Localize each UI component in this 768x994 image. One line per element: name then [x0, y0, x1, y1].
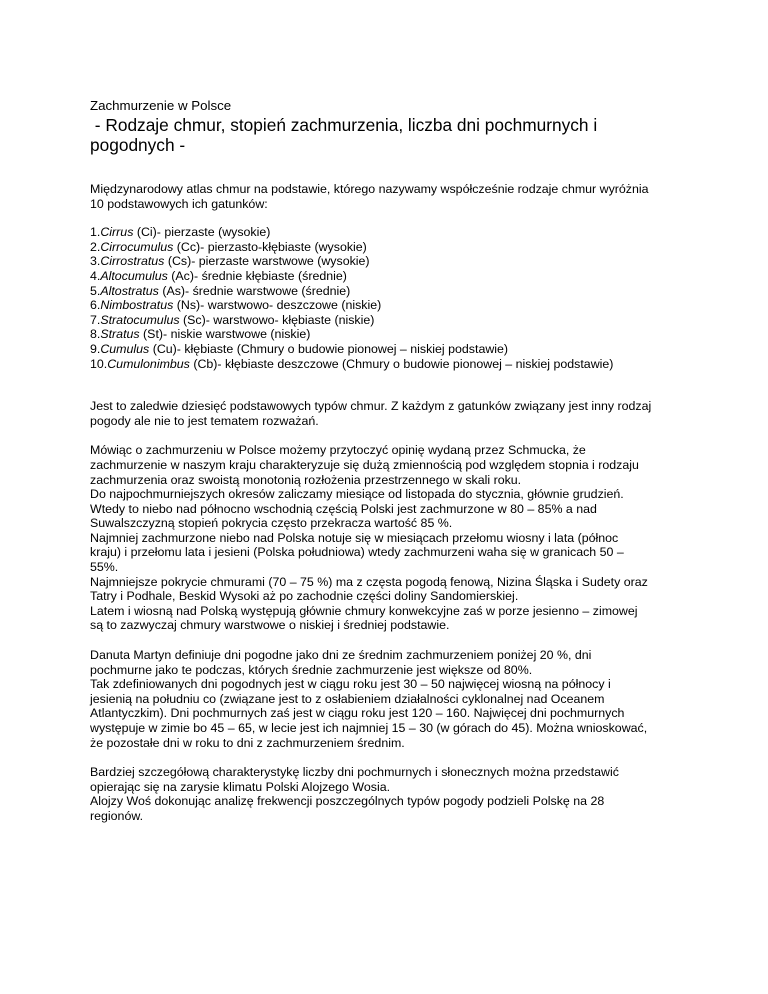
text-line: Najmniej zachmurzone niebo nad Polska notuje się w miesiącach przełomu wiosny i lata (północ: [90, 530, 619, 545]
text-line: jesienią na południu co (związane jest to z osłabieniem działalności cyklonalnej nad Oceanem: [90, 691, 605, 706]
text-line: występuje w zimie bo 45 – 65, w lecie jest ich najmniej 15 – 30 (w górach do 45). Można wnioskować,: [90, 721, 648, 735]
cloud-number: 5.: [90, 283, 101, 298]
text-line: Jest to zaledwie dziesięć podstawowych typów chmur. Z każdym z gatunków związany jest inny rodzaj: [90, 399, 652, 414]
text-line: Międzynarodowy atlas chmur na podstawie, którego nazywamy współcześnie rodzaje chmur wyróżnia: [90, 182, 649, 196]
cloud-list-item: [90, 313, 690, 328]
cloud-latin-name: Cirrostratus: [100, 254, 165, 269]
cloud-list-item: [90, 298, 690, 313]
text-line: Mówiąc o zachmurzeniu w Polsce możemy przytoczyć opinię wydaną przez Schmucka, że: [90, 443, 586, 458]
cloud-list-item: [90, 284, 690, 299]
text-line: Tak zdefiniowanych dni pogodnych jest w ciągu roku jest 30 – 50 najwięcej wiosną na północy i: [90, 677, 611, 692]
text-line: Najmniejsze pokrycie chmurami (70 – 75 %) ma z częsta pogodą fenową, Nizina Śląska i Sudety oraz: [90, 574, 648, 589]
cloud-description: (Cc)- pierzasto-kłębiaste (wysokie): [173, 239, 367, 254]
text-line: Do najpochmurniejszych okresów zaliczamy miesiące od listopada do stycznia, głównie grudzień.: [90, 487, 624, 502]
cloud-latin-name: Cirrus: [100, 225, 134, 240]
text-line: Suwalszczyzną stopień pokrycia często przekracza wartość 85 %.: [90, 516, 453, 531]
cloud-number: 8.: [90, 327, 101, 342]
document-page: [90, 98, 690, 824]
text-line: są to zazwyczaj chmury warstwowe o niskiej i średniej podstawie.: [90, 618, 450, 633]
cloud-latin-name: Cirrocumulus: [100, 239, 174, 254]
text-line: Bardziej szczegółową charakterystykę liczby dni pochmurnych i słonecznych można przedstawić: [90, 765, 619, 780]
subtitle-line: pogodnych -: [90, 135, 186, 155]
cloud-latin-name: Nimbostratus: [100, 298, 174, 313]
cloud-list-item: [90, 254, 690, 269]
cloud-number: 1.: [90, 225, 101, 240]
cloud-number: 6.: [90, 298, 101, 313]
text-line: Wtedy to niebo nad północno wschodnią częścią Polski jest zachmurzone w 80 – 85% a nad: [90, 501, 597, 516]
cloud-list-item: [90, 327, 690, 342]
text-line: zachmurzenie w naszym kraju charakteryzuje się dużą zmiennością pod względem stopnia i rodzaju: [90, 457, 639, 472]
text-line: pogody ale nie to jest tematem rozważań.: [90, 413, 319, 428]
cloud-description: (Ns)- warstwowo- deszczowe (niskie): [173, 298, 382, 313]
document-subtitle: [90, 115, 690, 155]
cloud-description: (Ac)- średnie kłębiaste (średnie): [167, 268, 347, 283]
text-line: że pozostałe dni w roku to dni z zachmurzeniem średnim.: [90, 735, 405, 750]
cloud-list-item: [90, 342, 690, 357]
text-line: 10 podstawowych ich gatunków:: [90, 196, 268, 211]
cloud-latin-name: Cumulonimbus: [107, 356, 190, 371]
paragraph-wos-regions: [90, 765, 690, 823]
text-line: regionów.: [90, 808, 144, 823]
cloud-latin-name: Stratus: [100, 327, 140, 342]
paragraph-cloud-summary: [90, 399, 690, 428]
text-line: zachmurzenia oraz swoistą monotonią rozłożenia przestrzennego w skali roku.: [90, 472, 522, 487]
cloud-list-item: [90, 225, 690, 240]
cloud-description: (St)- niskie warstwowe (niskie): [139, 327, 311, 342]
text-line: Tatry i Podhale, Beskid Wysoki aż po zachodnie części doliny Sandomierskiej.: [90, 589, 519, 604]
text-line: Latem i wiosną nad Polską występują głównie chmury konwekcyjne zaś w porze jesienno – zimowej: [90, 603, 638, 618]
document-title: Zachmurzenie w Polsce: [90, 98, 232, 113]
cloud-number: 3.: [90, 254, 101, 269]
cloud-list-item: [90, 269, 690, 284]
text-line: 55%.: [90, 560, 119, 575]
subtitle-line: - Rodzaje chmur, stopień zachmurzenia, liczba dni pochmurnych i: [90, 115, 598, 135]
cloud-types-list: [90, 225, 690, 371]
cloud-number: 2.: [90, 239, 101, 254]
cloud-latin-name: Altocumulus: [100, 268, 168, 283]
cloud-latin-name: Altostratus: [100, 283, 159, 298]
text-line: Atlantyczkim). Dni pochmurnych zaś jest w ciągu roku jest 120 – 160. Najwięcej dni pochmurnych: [90, 706, 625, 721]
text-line: kraju) i przełomu lata i jesieni (Polska południowa) wtedy zachmurzeni waha się w granicach 50 –: [90, 545, 624, 560]
cloud-description: (Cs)- pierzaste warstwowe (wysokie): [164, 254, 370, 269]
text-line: pochmurne jako te podczas, których średnie zachmurzenie jest większe od 80%.: [90, 662, 533, 677]
text-line: Danuta Martyn definiuje dni pogodne jako dni ze średnim zachmurzeniem poniżej 20 %, dni: [90, 648, 592, 663]
cloud-latin-name: Cumulus: [100, 341, 150, 356]
cloud-list-item: [90, 357, 690, 372]
cloud-number: 10.: [90, 356, 108, 371]
cloud-list-item: [90, 240, 690, 255]
cloud-description: (Ci)- pierzaste (wysokie): [133, 225, 271, 240]
cloud-description: (Cb)- kłębiaste deszczowe (Chmury o budowie pionowej – niskiej podstawie): [189, 356, 614, 371]
cloud-latin-name: Stratocumulus: [100, 312, 180, 327]
text-line: opierając się na zarysie klimatu Polski Alojzego Wosia.: [90, 779, 391, 794]
cloud-number: 7.: [90, 312, 101, 327]
cloud-description: (As)- średnie warstwowe (średnie): [158, 283, 351, 298]
cloud-number: 9.: [90, 341, 101, 356]
cloud-description: (Sc)- warstwowo- kłębiaste (niskie): [179, 312, 375, 327]
intro-paragraph: [90, 182, 690, 211]
text-line: Alojzy Woś dokonując analizę frekwencji poszczególnych typów pogody podzieli Polskę na 28: [90, 794, 605, 809]
cloud-number: 4.: [90, 268, 101, 283]
paragraph-cloudiness-poland: [90, 443, 690, 633]
paragraph-clear-cloudy-days: [90, 648, 690, 750]
cloud-description: (Cu)- kłębiaste (Chmury o budowie pionowej – niskiej podstawie): [149, 341, 509, 356]
